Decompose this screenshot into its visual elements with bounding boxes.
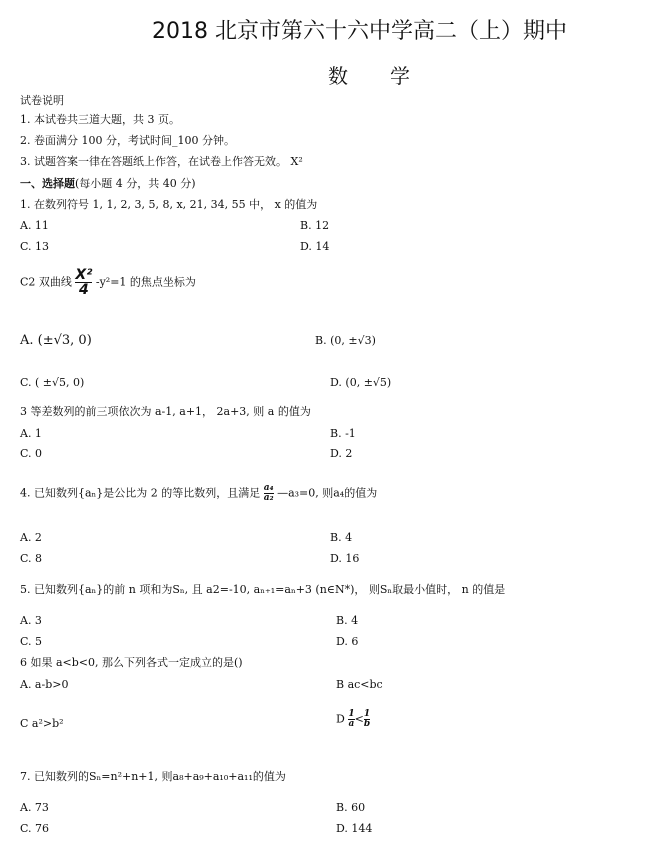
notes-heading: 试卷说明	[20, 94, 64, 107]
q2-fraction	[75, 268, 92, 297]
q4-frac-den: a₂	[263, 493, 274, 503]
q6-d-num-1: 1	[348, 709, 355, 719]
q5-option-b: B. 4	[336, 614, 359, 627]
q1-option-c: C. 13	[20, 240, 50, 253]
q4-suffix: —a₃=0, 则a₄的值为	[277, 486, 378, 500]
q5-option-d: D. 6	[336, 635, 359, 648]
q4-prefix: 4. 已知数列{aₙ}是公比为 2 的等比数列，且满足	[20, 486, 261, 500]
q6-d-num-2: 1	[363, 709, 371, 719]
note-line-3-text: 3. 试题答案一律在答题纸上作答，在试卷上作答无效。	[20, 155, 287, 168]
exam-title: 2018 北京市第六十六中学高二（上）期中	[152, 19, 567, 44]
q6-d-frac-2	[364, 710, 370, 729]
note-line-3	[20, 155, 303, 169]
q3-option-c: C. 0	[20, 447, 43, 460]
q1-option-d: D. 14	[300, 240, 330, 253]
q4-fraction	[264, 484, 274, 503]
q6-option-a: A. a-b>0	[20, 678, 69, 691]
q4-option-a: A. 2	[20, 531, 42, 544]
q2-option-a: A. (±√3, 0)	[20, 333, 92, 348]
q6-d-prefix: D	[336, 712, 345, 726]
q5-option-a: A. 3	[20, 614, 42, 627]
q2-suffix: -y²=1 的焦点坐标为	[95, 275, 196, 289]
q4-option-d: D. 16	[330, 552, 360, 565]
q6-option-d	[336, 710, 370, 729]
q7-option-c: C. 76	[20, 822, 50, 835]
q7-stem: 7. 已知数列的Sₙ=n²+n+1, 则a₈+a₉+a₁₀+a₁₁的值为	[20, 770, 286, 783]
q6-option-b: B ac<bc	[336, 678, 383, 691]
q5-stem: 5. 已知数列{aₙ}的前 n 项和为Sₙ, 且 a2=-10, aₙ₊₁=aₙ+3 (n∈N*)， 则Sₙ取最小值时， n 的值是	[20, 583, 506, 596]
q4-frac-num: a₄	[263, 483, 274, 493]
section-detail: (每小题 4 分，共 40 分)	[75, 177, 196, 190]
q3-stem: 3 等差数列的前三项依次为 a-1, a+1， 2a+3, 则 a 的值为	[20, 405, 311, 418]
q3-option-d: D. 2	[330, 447, 353, 460]
q4-option-c: C. 8	[20, 552, 43, 565]
q2-frac-num: X²	[75, 267, 93, 283]
q4-option-b: B. 4	[330, 531, 353, 544]
note-line-2: 2. 卷面满分 100 分，考试时间_100 分钟。	[20, 134, 235, 147]
q4-stem	[20, 484, 377, 503]
q6-d-den-2: b	[363, 719, 371, 729]
section-label: 一、选择题	[20, 177, 75, 190]
q2-frac-den: 4	[79, 282, 89, 298]
q1-stem: 1. 在数列符号 1, 1, 2, 3, 5, 8, x, 21, 34, 55 中， x 的值为	[20, 198, 318, 211]
q2-option-d: D. (0, ±√5)	[330, 376, 392, 389]
q5-option-c: C. 5	[20, 635, 43, 648]
q2-option-c: C. ( ±√5, 0)	[20, 376, 85, 389]
x2-mark: X²	[290, 155, 303, 168]
q2-stem	[20, 268, 196, 297]
q6-option-c: C a²>b²	[20, 717, 64, 730]
q3-option-a: A. 1	[20, 427, 42, 440]
q7-option-d: D. 144	[336, 822, 373, 835]
q2-option-b: B. (0, ±√3)	[315, 334, 376, 347]
q1-option-a: A. 11	[20, 219, 49, 232]
q6-d-den-1: a	[348, 719, 355, 729]
subject-title: 数学	[328, 64, 452, 88]
section-heading	[20, 177, 196, 191]
q7-option-a: A. 73	[20, 801, 49, 814]
q3-option-b: B. -1	[330, 427, 356, 440]
q6-d-rel: <	[354, 712, 364, 726]
note-line-1: 1. 本试卷共三道大题，共 3 页。	[20, 113, 180, 126]
q1-option-b: B. 12	[300, 219, 330, 232]
q6-stem: 6 如果 a<b<0, 那么下列各式一定成立的是()	[20, 656, 243, 669]
q2-prefix: C2 双曲线	[20, 275, 72, 289]
q7-option-b: B. 60	[336, 801, 366, 814]
